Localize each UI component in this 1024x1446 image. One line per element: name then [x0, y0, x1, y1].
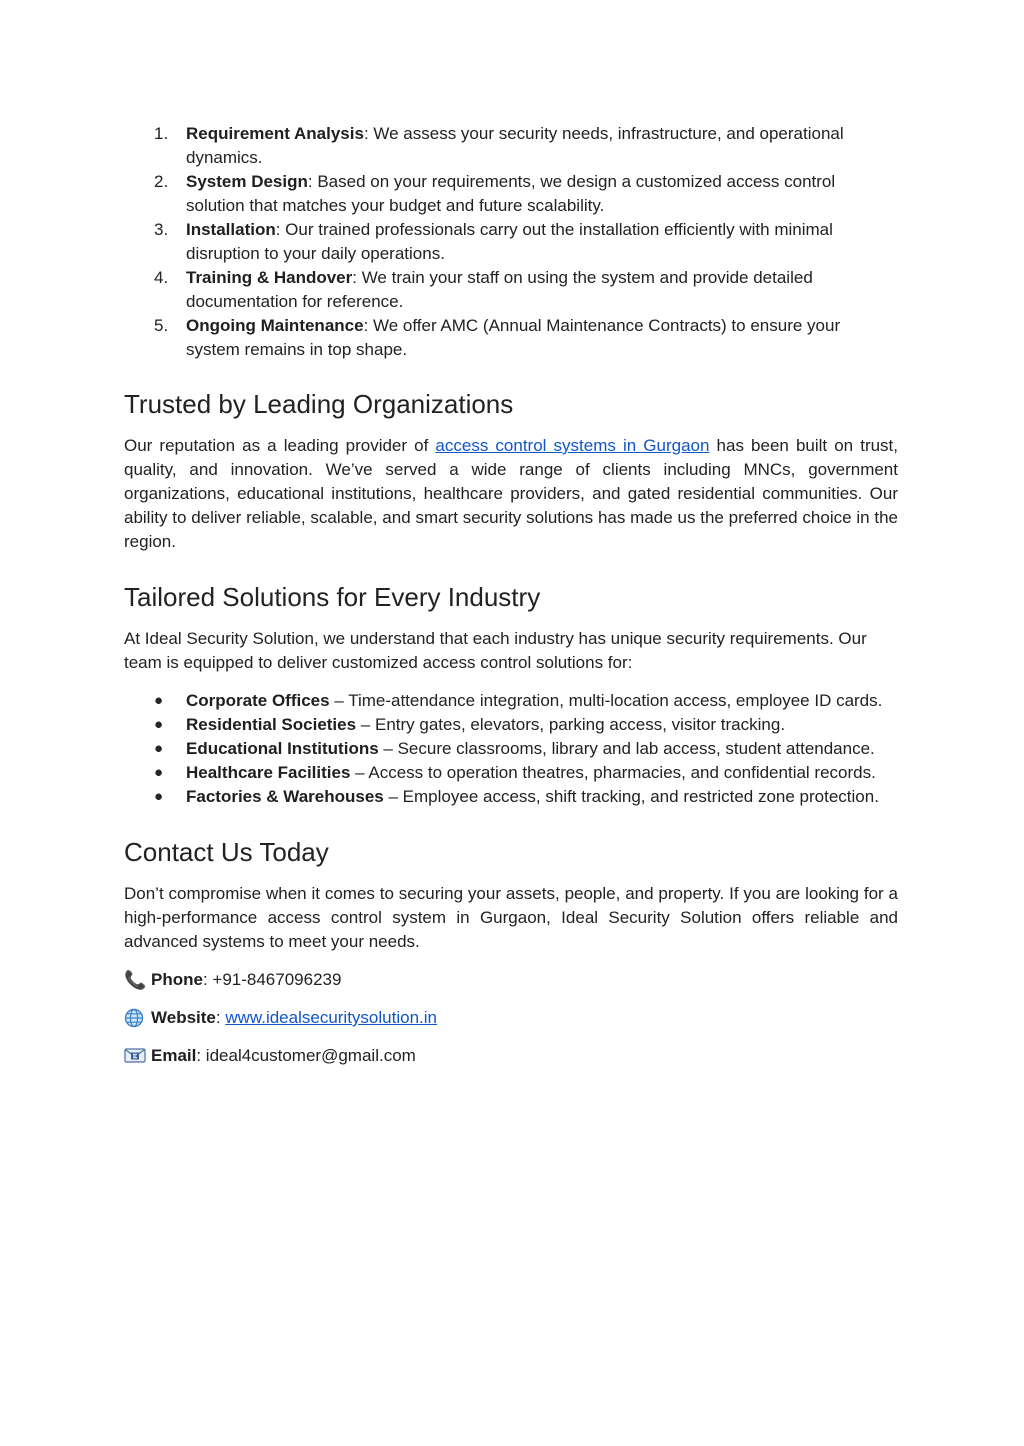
website-link[interactable]: www.idealsecuritysolution.in: [225, 1008, 437, 1027]
bullet-icon: ●: [154, 692, 164, 709]
industry-text: – Entry gates, elevators, parking access, visitor tracking.: [356, 715, 786, 734]
process-steps-list: [124, 122, 898, 362]
bullet-icon: ●: [154, 716, 164, 733]
trusted-text-after: has been built on trust, quality, and innovation. We’ve served a wide range of clients including MNCs, government organizations, educational institutions, healthcare providers, and gated residential communities. Our ability to deliver reliable, scalable, and smart security solutions has made us the preferred choice in the region.: [124, 436, 899, 551]
step-number: 3.: [154, 220, 169, 239]
step-title: Requirement Analysis: [186, 124, 364, 143]
phone-label: Phone: [151, 970, 203, 989]
email-value: : ideal4customer@gmail.com: [196, 1046, 416, 1065]
step-text: : Our trained professionals carry out the installation efficiently with minimal disruption to your daily operations.: [186, 220, 833, 263]
industry-title: Corporate Offices: [186, 691, 330, 710]
list-item: [124, 761, 898, 785]
step-item: [124, 314, 898, 362]
industry-title: Educational Institutions: [186, 739, 379, 758]
phone-value: : +91-8467096239: [202, 970, 342, 989]
bullet-icon: ●: [154, 788, 164, 805]
industry-text: – Time-attendance integration, multi-location access, employee ID cards.: [329, 691, 883, 710]
industry-title: Healthcare Facilities: [186, 763, 351, 782]
step-number: 4.: [154, 268, 169, 287]
section-heading-contact: Contact Us Today: [124, 837, 329, 867]
contact-paragraph: Don’t compromise when it comes to securing your assets, people, and property. If you are looking for a high-performance access control system in Gurgaon, Ideal Security Solution offers reliable and advanced systems to meet your needs.: [124, 884, 898, 951]
website-sep: :: [215, 1008, 226, 1027]
website-line: [124, 1006, 898, 1030]
industry-list: [124, 689, 898, 809]
step-text: : We offer AMC (Annual Maintenance Contracts) to ensure your system remains in top shape.: [186, 316, 841, 359]
step-item: [124, 266, 898, 314]
section-heading-trusted: Trusted by Leading Organizations: [124, 389, 514, 419]
email-line: [124, 1044, 898, 1068]
access-control-gurgaon-link[interactable]: access control systems in Gurgaon: [435, 436, 710, 455]
step-item: [124, 218, 898, 266]
email-icon: [124, 1046, 146, 1066]
bullet-icon: ●: [154, 740, 164, 757]
list-item: [124, 713, 898, 737]
step-item: [124, 170, 898, 218]
list-item: [124, 689, 898, 713]
step-title: System Design: [186, 172, 308, 191]
section-heading-tailored: Tailored Solutions for Every Industry: [124, 582, 541, 612]
step-number: 1.: [154, 124, 169, 143]
step-number: 5.: [154, 316, 169, 335]
industry-text: – Employee access, shift tracking, and restricted zone protection.: [383, 787, 879, 806]
bullet-icon: ●: [154, 764, 164, 781]
step-title: Installation: [186, 220, 276, 239]
industry-title: Residential Societies: [186, 715, 357, 734]
step-number: 2.: [154, 172, 169, 191]
globe-icon: [124, 1008, 146, 1028]
tailored-intro: At Ideal Security Solution, we understand that each industry has unique security requirements. Our team is equipped to deliver customized access control solutions for:: [124, 629, 867, 672]
phone-line: [124, 968, 898, 992]
step-title: Training & Handover: [186, 268, 353, 287]
industry-text: – Secure classrooms, library and lab access, student attendance.: [378, 739, 875, 758]
trusted-text-before: Our reputation as a leading provider of: [124, 436, 436, 455]
list-item: [124, 737, 898, 761]
step-text: : We assess your security needs, infrastructure, and operational dynamics.: [186, 124, 844, 167]
step-item: [124, 122, 898, 170]
step-text: : We train your staff on using the system and provide detailed documentation for reference.: [186, 268, 813, 311]
industry-text: – Access to operation theatres, pharmacies, and confidential records.: [350, 763, 876, 782]
trusted-paragraph: [124, 434, 898, 554]
step-title: Ongoing Maintenance: [186, 316, 364, 335]
website-label: Website: [151, 1008, 216, 1027]
industry-title: Factories & Warehouses: [186, 787, 384, 806]
step-text: : Based on your requirements, we design a customized access control solution that matches your budget and future scalability.: [186, 172, 836, 215]
list-item: [124, 785, 898, 809]
phone-icon: 📞: [124, 970, 147, 990]
email-label: Email: [151, 1046, 197, 1065]
